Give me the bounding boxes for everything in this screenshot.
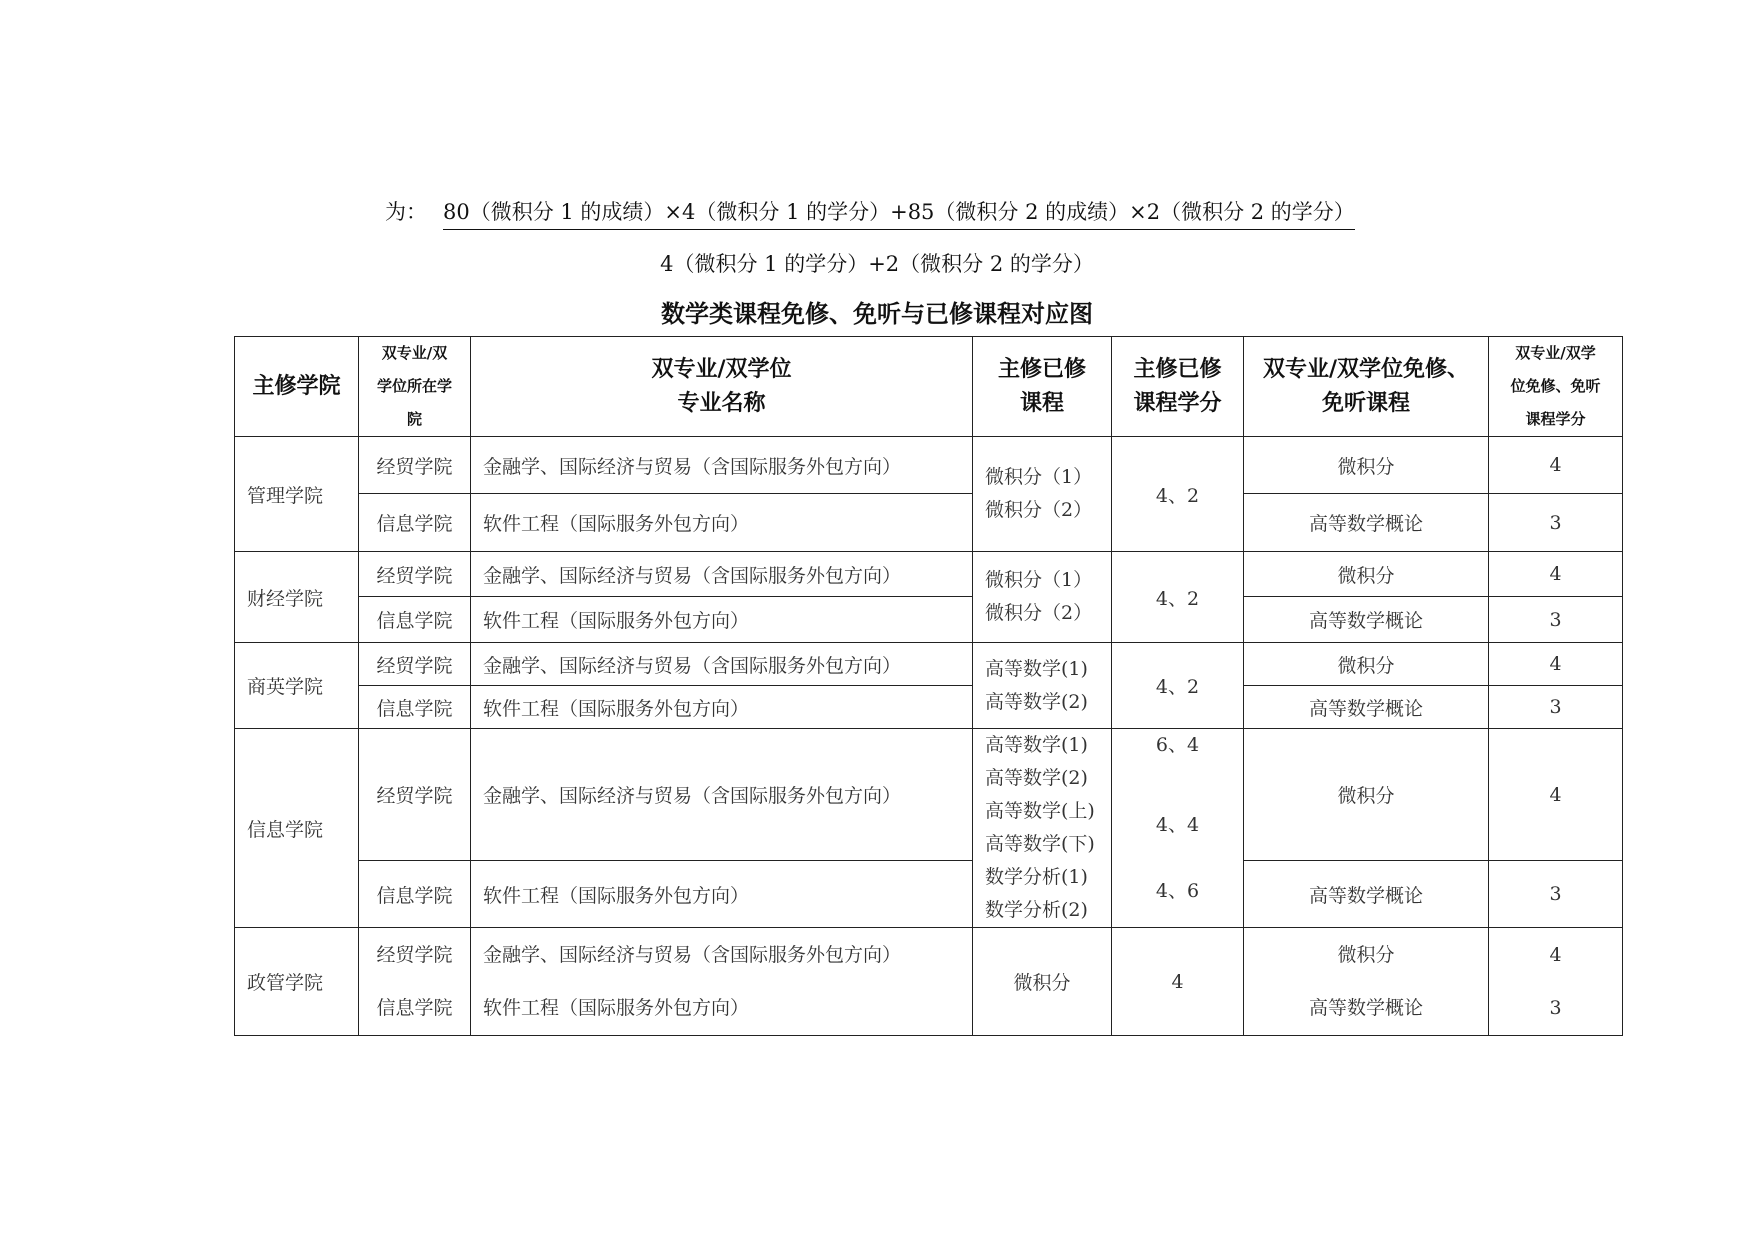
table-row [235, 643, 1623, 686]
exempt-course: 微积分 [1244, 552, 1489, 597]
major-college: 政管学院 [235, 928, 359, 1036]
table-row [235, 928, 1623, 1036]
exempt-course: 高等数学概论 [1244, 597, 1489, 643]
exempt-credit: 3 [1489, 494, 1623, 552]
header-exempt-credit: 双专业/双学 位免修、免听 课程学分 [1489, 337, 1623, 437]
taken-courses: 微积分（1） 微积分（2） [973, 437, 1112, 552]
formula-numerator: 80（微积分 1 的成绩）×4（微积分 1 的学分）+85（微积分 2 的成绩）×2（微积分 2 的学分） [443, 196, 1355, 230]
table-row [235, 437, 1623, 494]
header-exempt-course: 双专业/双学位免修、 免听课程 [1244, 337, 1489, 437]
table-title: 数学类课程免修、免听与已修课程对应图 [661, 300, 1093, 328]
major-college: 信息学院 [235, 729, 359, 928]
exempt-credit: 4 [1489, 552, 1623, 597]
dual-major-name: 软件工程（国际服务外包方向） [471, 686, 973, 729]
header-dual-college: 双专业/双 学位所在学 院 [359, 337, 471, 437]
exempt-credit: 3 [1489, 861, 1623, 928]
dual-major-name: 软件工程（国际服务外包方向） [471, 861, 973, 928]
dual-major-name: 金融学、国际经济与贸易（含国际服务外包方向） [471, 552, 973, 597]
exempt-course: 微积分 [1244, 437, 1489, 494]
exempt-course: 微积分 [1244, 729, 1489, 861]
dual-college: 经贸学院 信息学院 [359, 928, 471, 1036]
taken-courses: 高等数学(1) 高等数学(2) 高等数学(上) 高等数学(下) 数学分析(1) 数学分析(2) [973, 729, 1112, 928]
course-exemption-table [234, 336, 1623, 1036]
dual-major-name: 金融学、国际经济与贸易（含国际服务外包方向） [471, 643, 973, 686]
formula-line [0, 196, 1754, 226]
exempt-credit: 4 [1489, 437, 1623, 494]
table-row [235, 552, 1623, 597]
taken-courses: 微积分 [973, 928, 1112, 1036]
taken-credit: 4、2 [1112, 437, 1244, 552]
table-row [235, 861, 1623, 928]
dual-college: 信息学院 [359, 597, 471, 643]
taken-courses: 微积分（1） 微积分（2） [973, 552, 1112, 643]
formula-prefix: 为： [385, 200, 427, 224]
dual-major-name: 软件工程（国际服务外包方向） [471, 597, 973, 643]
header-major-college: 主修学院 [235, 337, 359, 437]
table-row [235, 729, 1623, 861]
dual-major-name: 软件工程（国际服务外包方向） [471, 494, 973, 552]
taken-credit: 6、4 4、4 4、6 [1112, 729, 1244, 928]
dual-major-name: 金融学、国际经济与贸易（含国际服务外包方向） [471, 437, 973, 494]
exempt-credit: 3 [1489, 597, 1623, 643]
header-row [235, 337, 1623, 437]
dual-college: 经贸学院 [359, 552, 471, 597]
formula-denominator: 4（微积分 1 的学分）+2（微积分 2 的学分） [660, 252, 1094, 276]
dual-college: 经贸学院 [359, 729, 471, 861]
taken-credit: 4 [1112, 928, 1244, 1036]
major-college: 商英学院 [235, 643, 359, 729]
header-taken-credit: 主修已修 课程学分 [1112, 337, 1244, 437]
dual-college: 信息学院 [359, 686, 471, 729]
dual-college: 信息学院 [359, 494, 471, 552]
exempt-course: 高等数学概论 [1244, 686, 1489, 729]
header-taken-course: 主修已修 课程 [973, 337, 1112, 437]
dual-college: 信息学院 [359, 861, 471, 928]
taken-courses: 高等数学(1) 高等数学(2) [973, 643, 1112, 729]
dual-college: 经贸学院 [359, 437, 471, 494]
taken-credit: 4、2 [1112, 552, 1244, 643]
exempt-credit: 4 [1489, 729, 1623, 861]
dual-major-name: 金融学、国际经济与贸易（含国际服务外包方向） [471, 729, 973, 861]
exempt-course: 高等数学概论 [1244, 861, 1489, 928]
table-row [235, 686, 1623, 729]
table-row [235, 597, 1623, 643]
table-row [235, 494, 1623, 552]
exempt-credit: 3 [1489, 686, 1623, 729]
dual-major-name: 金融学、国际经济与贸易（含国际服务外包方向） 软件工程（国际服务外包方向） [471, 928, 973, 1036]
dual-college: 经贸学院 [359, 643, 471, 686]
major-college: 财经学院 [235, 552, 359, 643]
header-dual-major-name: 双专业/双学位 专业名称 [471, 337, 973, 437]
major-college: 管理学院 [235, 437, 359, 552]
exempt-course: 微积分 [1244, 643, 1489, 686]
exempt-course: 高等数学概论 [1244, 494, 1489, 552]
taken-credit: 4、2 [1112, 643, 1244, 729]
exempt-course: 微积分 高等数学概论 [1244, 928, 1489, 1036]
exempt-credit: 4 3 [1489, 928, 1623, 1036]
exempt-credit: 4 [1489, 643, 1623, 686]
